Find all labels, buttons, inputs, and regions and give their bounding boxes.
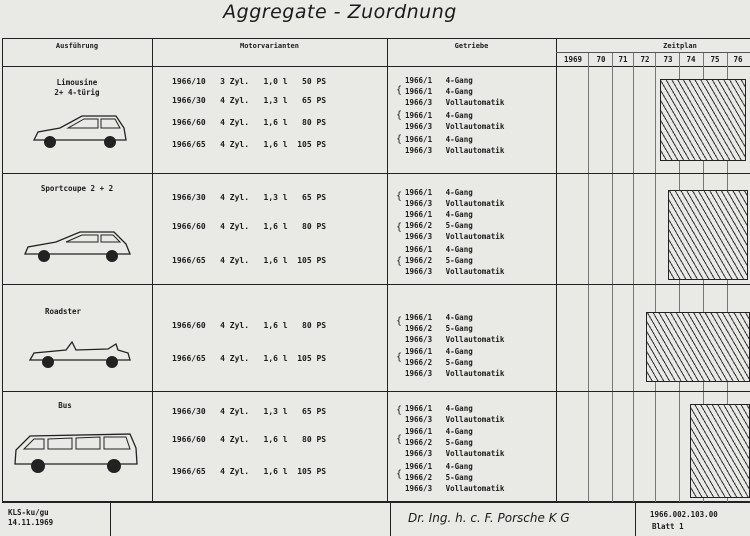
body-name-bus: Bus [58, 401, 72, 410]
gearbox-row: 1966/1 4-Gang [405, 135, 473, 144]
engine-row: 1966/30 4 Zyl. 1,3 l 65 PS [172, 96, 327, 105]
gearbox-row: 1966/3 Vollautomatik [405, 122, 505, 131]
gearbox-row: 1966/3 Vollautomatik [405, 369, 505, 378]
engine-row: 1966/60 4 Zyl. 1,6 l 80 PS [172, 435, 327, 444]
year-1969: 1969 [563, 55, 583, 64]
engine-row: 1966/65 4 Zyl. 1,6 l 105 PS [172, 256, 327, 265]
year-76: 76 [733, 55, 743, 64]
gearbox-row: 1966/3 Vollautomatik [405, 98, 505, 107]
gearbox-row: 1966/1 4-Gang [405, 87, 473, 96]
gearbox-row: 1966/3 Vollautomatik [405, 199, 505, 208]
engine-row: 1966/30 4 Zyl. 1,3 l 65 PS [172, 407, 327, 416]
header-ausfuehrung: Ausführung [55, 42, 99, 50]
gearbox-row: 1966/1 4-Gang [405, 404, 473, 413]
gearbox-row: 1966/2 5-Gang [405, 358, 473, 367]
schedule-bar [668, 190, 748, 280]
year-71: 71 [618, 55, 628, 64]
year-75: 75 [710, 55, 720, 64]
footer-author: KLS-ku/gu [8, 508, 49, 517]
year-70: 70 [596, 55, 606, 64]
gearbox-row: 1966/1 4-Gang [405, 313, 473, 322]
gearbox-row: 1966/1 4-Gang [405, 245, 473, 254]
gearbox-row: 1966/2 5-Gang [405, 438, 473, 447]
gearbox-row: 1966/1 4-Gang [405, 210, 473, 219]
company-name: Dr. Ing. h. c. F. Porsche K G [408, 511, 570, 525]
engine-row: 1966/65 4 Zyl. 1,6 l 105 PS [172, 140, 327, 149]
header-zeitplan: Zeitplan [663, 42, 697, 50]
engine-row: 1966/60 4 Zyl. 1,6 l 80 PS [172, 321, 327, 330]
gearbox-row: 1966/1 4-Gang [405, 111, 473, 120]
header-motorvarianten: Motorvarianten [239, 42, 299, 50]
body-name-limousine: Limousine 2+ 4-türig [54, 78, 100, 97]
body-name-roadster: Roadster [44, 307, 82, 316]
sheet-number: Blatt 1 [652, 522, 684, 531]
gearbox-row: 1966/1 4-Gang [405, 188, 473, 197]
body-name-sportcoupe: Sportcoupe 2 + 2 [40, 184, 114, 193]
van-icon [12, 428, 140, 478]
gearbox-row: 1966/2 5-Gang [405, 324, 473, 333]
schedule-bar [690, 404, 750, 498]
page-title: Aggregate - Zuordnung [223, 1, 457, 23]
gearbox-row: 1966/1 4-Gang [405, 76, 473, 85]
schedule-bar [660, 79, 746, 161]
engine-row: 1966/10 3 Zyl. 1,0 l 50 PS [172, 77, 327, 86]
gearbox-row: 1966/2 5-Gang [405, 256, 473, 265]
gearbox-row: 1966/3 Vollautomatik [405, 267, 505, 276]
year-73: 73 [663, 55, 673, 64]
gearbox-row: 1966/2 5-Gang [405, 221, 473, 230]
header-getriebe: Getriebe [454, 42, 489, 50]
year-72: 72 [640, 55, 650, 64]
roadster-car-icon [26, 334, 132, 372]
coupe-car-icon [22, 226, 134, 266]
gearbox-row: 1966/3 Vollautomatik [405, 232, 505, 241]
gearbox-row: 1966/1 4-Gang [405, 427, 473, 436]
gearbox-row: 1966/3 Vollautomatik [405, 484, 505, 493]
gearbox-row: 1966/1 4-Gang [405, 462, 473, 471]
gearbox-row: 1966/3 Vollautomatik [405, 415, 505, 424]
engine-row: 1966/65 4 Zyl. 1,6 l 105 PS [172, 467, 327, 476]
gearbox-row: 1966/1 4-Gang [405, 347, 473, 356]
engine-row: 1966/30 4 Zyl. 1,3 l 65 PS [172, 193, 327, 202]
footer-date: 14.11.1969 [8, 518, 54, 527]
schedule-bar [646, 312, 750, 382]
gearbox-row: 1966/3 Vollautomatik [405, 335, 505, 344]
gearbox-row: 1966/3 Vollautomatik [405, 146, 505, 155]
gearbox-row: 1966/2 5-Gang [405, 473, 473, 482]
engine-row: 1966/60 4 Zyl. 1,6 l 80 PS [172, 118, 327, 127]
engine-row: 1966/65 4 Zyl. 1,6 l 105 PS [172, 354, 327, 363]
gearbox-row: 1966/3 Vollautomatik [405, 449, 505, 458]
year-74: 74 [686, 55, 696, 64]
doc-number: 1966.002.103.00 [650, 510, 718, 519]
engine-row: 1966/60 4 Zyl. 1,6 l 80 PS [172, 222, 327, 231]
hatchback-car-icon [30, 112, 130, 154]
